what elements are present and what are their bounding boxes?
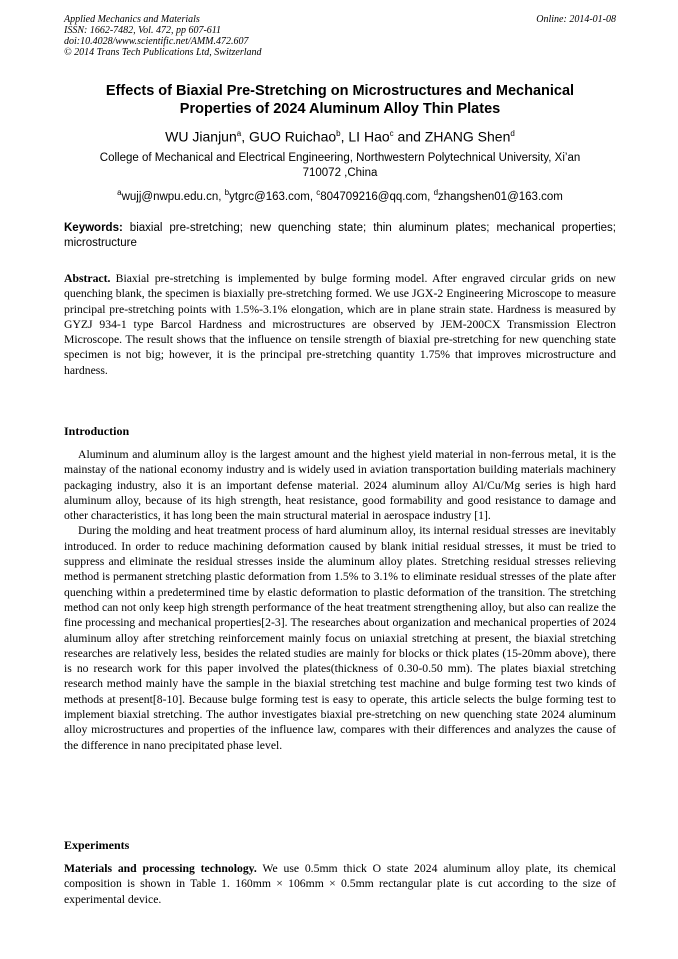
introduction-heading: Introduction — [64, 424, 130, 438]
keywords — [64, 221, 616, 251]
email-link[interactable]: wujj@nwpu.edu.cn — [121, 190, 219, 203]
author-separator: , — [340, 128, 349, 145]
introduction-body — [64, 447, 616, 753]
email-link[interactable]: ytgrc@163.com — [229, 190, 310, 203]
journal-header — [64, 14, 616, 58]
copyright-line: © 2014 Trans Tech Publications Ltd, Switzerland — [64, 47, 262, 58]
author-separator: , — [241, 128, 249, 145]
experiments-heading: Experiments — [64, 838, 130, 852]
author-separator: and — [393, 128, 425, 145]
email-separator: , — [427, 190, 434, 203]
author-name: LI Hao — [348, 128, 390, 145]
author-name: ZHANG Shen — [424, 128, 511, 145]
paper-title — [64, 82, 616, 118]
email-link[interactable]: zhangshen01@163.com — [438, 190, 563, 203]
author-mark: c — [389, 129, 394, 138]
experiments-subheading: Materials and processing technology. — [64, 862, 257, 875]
affiliation-line: 710072 ,China — [302, 167, 378, 179]
email-separator: , — [309, 190, 317, 203]
author-mark: a — [236, 129, 242, 138]
keywords-label: Keywords: — [64, 222, 123, 234]
email-mark: d — [433, 188, 439, 197]
experiments-text: We use 0.5mm thick O state 2024 aluminum alloy plate, its chemical composition is shown in Table 1. 160mm × 106mm × 0.5mm rectangular plate is cut according to the size of experimental device. — [64, 862, 617, 906]
affiliation-line: College of Mechanical and Electrical Engineering, Northwestern Polytechnical University, Xi’an — [99, 152, 581, 164]
online-date: Online: 2014-01-08 — [536, 14, 616, 25]
email-mark: c — [316, 188, 321, 197]
email-separator: , — [218, 190, 225, 203]
author-name: WU Jianjun — [165, 128, 237, 145]
email-mark: a — [117, 188, 122, 197]
email-mark: b — [224, 188, 230, 197]
email-link[interactable]: 804709216@qq.com — [320, 190, 428, 203]
author-emails — [64, 186, 616, 204]
abstract-label: Abstract. — [64, 272, 111, 285]
title-line: Effects of Biaxial Pre-Stretching on Microstructures and Mechanical — [105, 83, 575, 99]
affiliation — [64, 151, 616, 181]
paragraph: During the molding and heat treatment process of hard aluminum alloy, its internal residual stresses are inevitably introduced. In order to reduce machining deformation caused by blank initial residual stresses, it must be tried to suppress and eliminate the residual stresses inside the aluminum alloy plates. Stretching residual stresses relieving method is permanent stretching plastic deformation from 1.5% to 3.1% to eliminate residual stresses of the plate after quenching within a predetermined time by elastic deformation to plastic deformation of the transition. The stretching method can not only keep high strength performance of the heat treatment strengthening alloy, but also can realize the fine processing and mechanical properties[2-3]. The researches about organization and mechanical properties of 2024 aluminum alloy after stretching reinforcement mainly focus on uniaxial stretching at present, the biaxial stretching researches are relatively less, besides the related studies are mainly for blocks or thick plates (15-20mm above), there is no research work for this paper involved the plates(thickness of 0.30-0.50 mm). The plates biaxial stretching research method mainly have the sample in the biaxial stretching test machine and bulge forming test two kinds of methods at present[8-10]. Because bulge forming test is easy to operate, this article selects the bulge forming test to implement biaxial stretching. The author investigates biaxial pre-stretching on new quenching state 2024 aluminum alloy microstructures and properties of the influence law, compares with their differences and analyzes the cause of the difference in nano precipitated phase level. — [64, 524, 616, 752]
issn-line: ISSN: 1662-7482, Vol. 472, pp 607-611 — [64, 25, 222, 36]
paragraph: Aluminum and aluminum alloy is the largest amount and the highest yield material in non-ferrous metal, it is the mainstay of the national economy industry and is widely used in aviation transportation building materials machinery packaging industry, also it is an important defense material. 2024 aluminum alloy Al/Cu/Mg series is high hard aluminum alloy, because of its high strength, heat resistance, good formability and good resistance to damage and other characteristics, it has long been the main structural material in aerospace industry [1]. — [64, 448, 616, 523]
title-line: Properties of 2024 Aluminum Alloy Thin Plates — [179, 101, 501, 117]
abstract — [64, 271, 616, 378]
doi-line: doi:10.4028/www.scientific.net/AMM.472.607 — [64, 36, 249, 47]
author-name: GUO Ruichao — [249, 128, 337, 145]
author-mark: d — [510, 129, 515, 138]
journal-name: Applied Mechanics and Materials — [64, 14, 200, 25]
abstract-text: Biaxial pre-stretching is implemented by bulge forming model. After engraved circular grids on new quenching blank, the specimen is biaxially pre-stretching formed. We use JGX-2 Engineering Microscope to measure principal pre-stretching points with 1.5%-3.1% elongation, which are in plane strain state. Hardness is measured by GYZJ 934-1 type Barcol Hardness and microstructures are observed by JEM-200CX Transmission Electron Microscope. The result shows that the influence on tensile strength of biaxial pre-stretching for new quenching state specimen is not big; however, it is the principal pre-stretching quantity 1.75% that improves microstructure and hardness. — [64, 272, 616, 377]
author-mark: b — [336, 129, 341, 138]
keywords-text: biaxial pre-stretching; new quenching state; thin aluminum plates; mechanical properties; microstructure — [64, 222, 616, 249]
experiments-body — [64, 861, 616, 907]
author-list — [64, 125, 616, 146]
